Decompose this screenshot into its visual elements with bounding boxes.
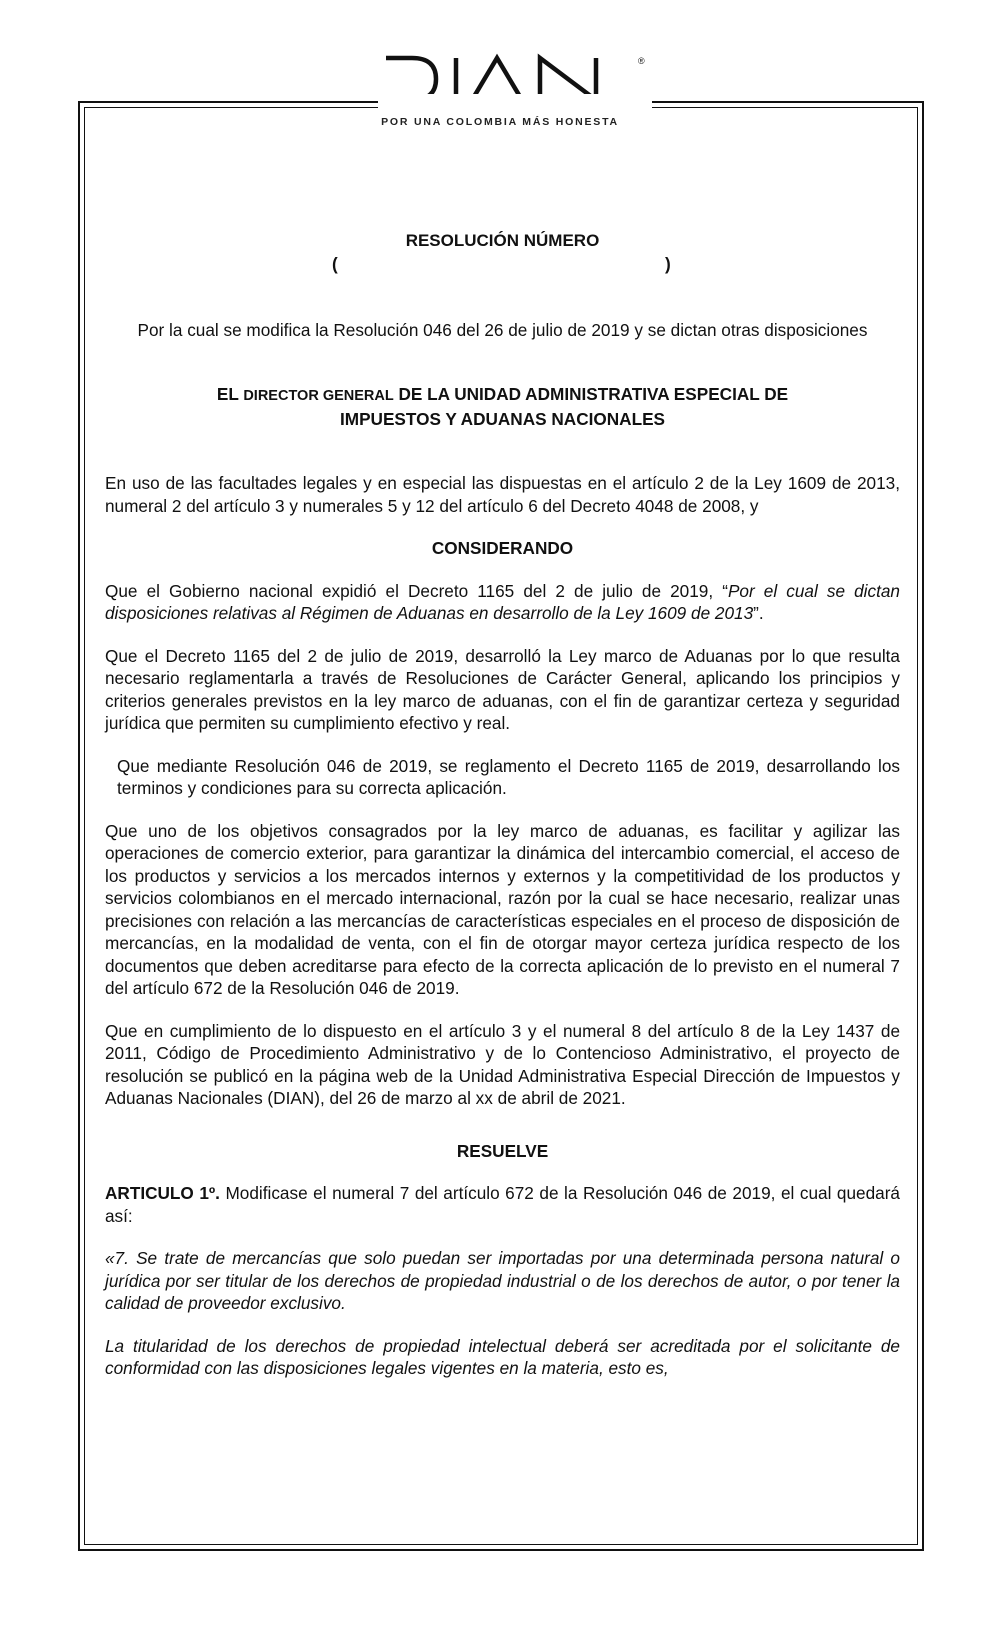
resolution-title: RESOLUCIÓN NÚMERO: [405, 231, 600, 250]
authority-line-1: [105, 383, 900, 408]
considerando-1: [105, 580, 900, 625]
considerando-heading: CONSIDERANDO: [431, 538, 574, 558]
resolution-number-placeholder: [105, 253, 900, 277]
articulo-1: [105, 1182, 900, 1227]
quote-titularidad: La titularidad de los derechos de propiedad intelectual deberá ser acreditada por el solicitante de conformidad con las disposiciones legales vigentes en la materia, esto es,: [105, 1335, 900, 1378]
resolution-subject: Por la cual se modifica la Resolución 046 del 26 de julio de 2019 y se dictan otras disposiciones: [137, 319, 868, 340]
registered-mark: ®: [638, 56, 645, 66]
considerando-4: Que uno de los objetivos consagrados por la ley marco de aduanas, es facilitar y agilizar las operaciones de comercio exterior, para garantizar la dinámica del intercambio comercial, el acceso de los productos y servicios a los mercados internos y externos y la competitividad de los productos y servicios colombianos en el mercado internacional, razón por la cual se hace necesario, realizar unas precisiones con relación a las mercancías de características especiales en el proceso de disposición de mercancías, en la modalidad de venta, con el fin de otorgar mayor certeza jurídica respecto de los documentos que deben acreditarse para efecto de la correcta aplicación de lo previsto en el numeral 7 del artículo 672 de la Resolución 046 de 2019.: [105, 820, 900, 998]
articulo-1-label: ARTICULO 1º.: [105, 1183, 220, 1203]
considerando-2: Que el Decreto 1165 del 2 de julio de 2019, desarrolló la Ley marco de Aduanas por lo que resulta necesario reglamentarla a través de Resoluciones de Carácter General, aplicando los principios y criterios generales previstos en la ley marco de aduanas, con el fin de garantizar certeza y seguridad jurídica que permiten su cumplimiento efectivo y real.: [105, 645, 900, 733]
considerando-1-decree-title: Por el cual se dictan disposiciones relativas al Régimen de Aduanas en desarrollo de la Ley 1609 de 2013: [105, 580, 900, 623]
logo-tagline: POR UNA COLOMBIA MÁS HONESTA: [381, 116, 619, 128]
quote-numeral-7: «7. Se trate de mercancías que solo puedan ser importadas por una determinada persona natural o jurídica por ser titular de los derechos de propiedad industrial o de los derechos de autor, o por tener la calidad de proveedor exclusivo.: [105, 1248, 900, 1313]
paren-open: (: [332, 253, 338, 274]
considerando-3: Que mediante Resolución 046 de 2019, se reglamento el Decreto 1165 de 2019, desarrollando los terminos y condiciones para su correcta aplicación.: [117, 755, 900, 798]
preamble: En uso de las facultades legales y en especial las dispuestas en el artículo 2 de la Ley 1609 de 2013, numeral 2 del artículo 3 y numerales 5 y 12 del artículo 6 del Decreto 4048 de 2008, y: [105, 473, 900, 516]
considerando-5: Que en cumplimiento de lo dispuesto en el artículo 3 y el numeral 8 del artículo 8 de la Ley 1437 de 2011, Código de Procedimiento Administrativo y de lo Contencioso Administrativo, el proyecto de resolución se publicó en la página web de la Unidad Administrativa Especial Dirección de Impuestos y Aduanas Nacionales (DIAN), del 26 de marzo al xx de abril de 2021.: [105, 1020, 900, 1108]
authority-title: DIRECTOR GENERAL: [243, 388, 394, 404]
authority-entity: DE LA UNIDAD ADMINISTRATIVA ESPECIAL DE: [398, 384, 789, 404]
resuelve-heading: RESUELVE: [456, 1140, 549, 1161]
authority-prefix: EL: [216, 384, 239, 404]
authority-line-2: IMPUESTOS Y ADUANAS NACIONALES: [339, 408, 666, 429]
considerando-1-text: Que el Gobierno nacional expidió el Decreto 1165 del 2 de julio de 2019, “: [105, 580, 728, 601]
document-body: [105, 230, 900, 1380]
articulo-1-text: Modificase el numeral 7 del artículo 672 de la Resolución 046 de 2019, el cual quedará así:: [105, 1183, 900, 1226]
paren-close: ): [665, 253, 671, 274]
frame-logo-gap: [378, 94, 652, 114]
considerando-1-close: ”.: [753, 603, 764, 623]
